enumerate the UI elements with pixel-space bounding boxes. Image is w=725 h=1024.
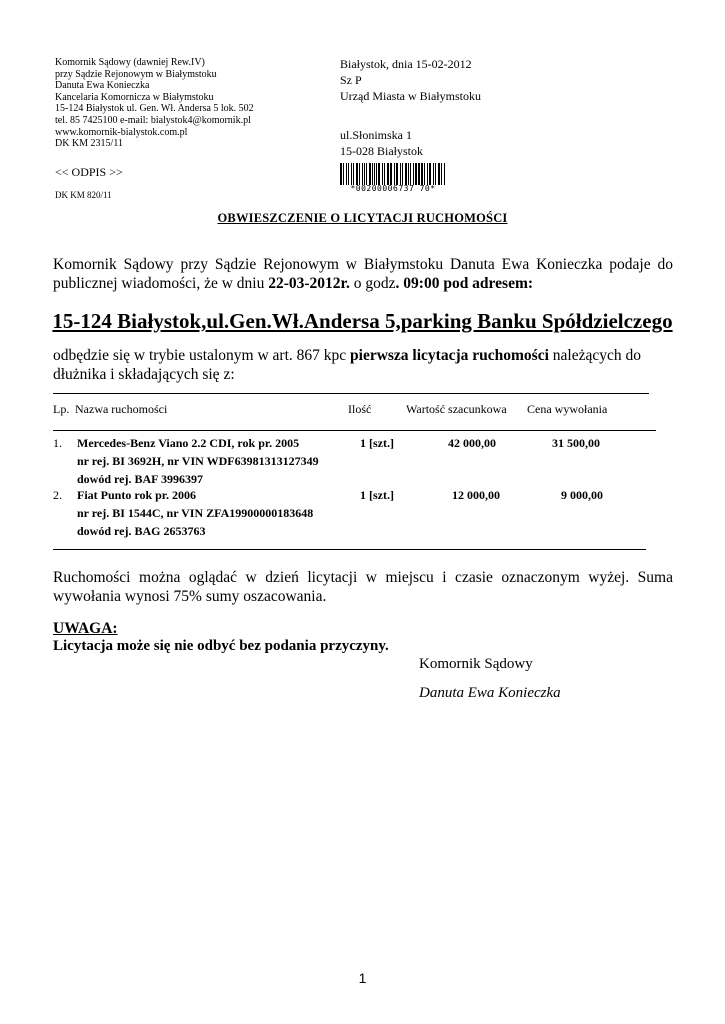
header-price: Cena wywołania: [527, 402, 608, 416]
reference-number: DK KM 820/11: [55, 190, 112, 200]
barcode-bar: [400, 163, 401, 185]
table-header: [0, 402, 725, 418]
auction-address: 15-124 Białystok,ul.Gen.Wł.Andersa 5,parking Banku Spółdzielczego: [52, 309, 673, 333]
barcode-bar: [408, 163, 409, 185]
intro-text-2: o godz: [349, 275, 396, 292]
recipient-block: [340, 56, 640, 104]
odpis-label: << ODPIS >>: [55, 165, 123, 179]
item-registration: nr rej. BI 3692H, nr VIN WDF63981313127349: [77, 454, 319, 468]
recipient-code: Sz P: [340, 73, 362, 87]
item-document: dowód rej. BAG 2653763: [77, 524, 206, 538]
barcode-bar: [374, 163, 375, 185]
barcode-bar: [366, 163, 367, 185]
barcode-bar: [346, 163, 347, 185]
barcode-bars: [339, 163, 447, 185]
barcode-bar: [390, 163, 392, 185]
recipient-name: Urząd Miasta w Białymstoku: [340, 89, 481, 103]
row-price: 31 500,00: [552, 436, 600, 450]
notice-text: Licytacja może się nie odbyć bez podania przyczyny.: [53, 638, 389, 654]
sender-line: przy Sądzie Rejonowym w Białymstoku: [55, 68, 217, 80]
recipient-address: [340, 127, 640, 159]
header-lp: Lp.: [53, 402, 70, 416]
barcode-bar: [359, 163, 360, 185]
table-header-rule: [53, 430, 656, 431]
barcode-bar: [394, 163, 395, 185]
intro-text: Komornik Sądowy przy Sądzie Rejonowym w Białymstoku Danuta Ewa Konieczka podaje do publicznej wiadomości, że w dniu: [53, 256, 673, 292]
barcode-bar: [402, 163, 403, 185]
header-name: Nazwa ruchomości: [75, 402, 168, 416]
barcode-bar: [340, 163, 342, 185]
barcode-bar: [348, 163, 349, 185]
row-description: [77, 486, 313, 540]
barcode-bar: [415, 163, 417, 185]
barcode-bar: [435, 163, 436, 185]
header-qty: Ilość: [348, 402, 372, 416]
auction-date: 22-03-2012r.: [268, 275, 350, 292]
barcode-bar: [364, 163, 365, 185]
barcode: [339, 163, 447, 193]
signature-name: Danuta Ewa Konieczka: [419, 685, 561, 701]
row-description: [77, 434, 319, 488]
auction-type: pierwsza licytacja ruchomości: [350, 347, 549, 364]
table-top-rule: [53, 393, 649, 394]
barcode-bar: [429, 163, 431, 185]
barcode-bar: [418, 163, 420, 185]
row-value: 42 000,00: [448, 436, 496, 450]
table-bottom-rule: [53, 549, 646, 550]
barcode-bar: [410, 163, 411, 185]
item-document: dowód rej. BAF 3996397: [77, 472, 203, 486]
barcode-bar: [376, 163, 377, 185]
barcode-bar: [378, 163, 380, 185]
item-registration: nr rej. BI 1544C, nr VIN ZFA19900000183648: [77, 506, 314, 520]
row-value: 12 000,00: [452, 488, 500, 502]
sender-line: tel. 85 7425100 e-mail: bialystok4@komornik.pl: [55, 114, 251, 126]
viewing-paragraph: Ruchomości można oglądać w dzień licytacji w miejscu i czasie oznaczonym wyżej. Suma wywołania wynosi 75% sumy oszacowania.: [53, 569, 673, 605]
barcode-bar: [382, 163, 383, 185]
sender-case-number: DK KM 2315/11: [55, 138, 123, 150]
barcode-bar: [372, 163, 373, 185]
header-value: Wartość szacunkowa: [406, 402, 507, 416]
barcode-bar: [356, 163, 358, 185]
mode-text: odbędzie się w trybie ustalonym w art. 867 kpc: [53, 347, 351, 364]
recipient-street: ul.Słonimska 1: [340, 128, 413, 142]
auction-time: . 09:00 pod adresem:: [395, 275, 534, 292]
item-name: Mercedes-Benz Viano 2.2 CDI, rok pr. 2005: [77, 436, 300, 450]
table-row: [0, 434, 725, 490]
row-price: 9 000,00: [561, 488, 603, 502]
barcode-bar: [421, 163, 423, 185]
barcode-bar: [438, 163, 440, 185]
barcode-bar: [384, 163, 385, 185]
sender-line: Komornik Sądowy (dawniej Rew.IV): [55, 57, 205, 68]
barcode-bar: [433, 163, 434, 185]
sender-line: www.komornik-bialystok.com.pl: [55, 126, 188, 138]
barcode-bar: [413, 163, 414, 185]
barcode-bar: [343, 163, 344, 185]
row-qty: 1 [szt.]: [360, 436, 394, 450]
row-lp: 2.: [53, 488, 62, 502]
recipient-city: 15-028 Białystok: [340, 144, 423, 158]
barcode-bar: [427, 163, 428, 185]
intro-paragraph: [53, 255, 673, 293]
date-line: Białystok, dnia 15-02-2012: [340, 57, 472, 71]
barcode-bar: [387, 163, 389, 185]
barcode-bar: [424, 163, 425, 185]
barcode-bar: [396, 163, 398, 185]
notice-heading: UWAGA:: [53, 620, 118, 637]
barcode-bar: [369, 163, 371, 185]
mode-paragraph: [53, 346, 673, 384]
sender-block: [55, 57, 315, 150]
row-qty: 1 [szt.]: [360, 488, 394, 502]
mode-text-2: należących do dłużnika i składających się z:: [53, 347, 641, 383]
document-title: OBWIESZCZENIE O LICYTACJI RUCHOMOŚCI: [217, 211, 508, 225]
row-lp: 1.: [53, 436, 62, 450]
table-row: [0, 486, 725, 542]
barcode-bar: [351, 163, 352, 185]
page-number: 1: [358, 970, 367, 986]
barcode-bar: [405, 163, 407, 185]
signature-role: Komornik Sądowy: [419, 656, 533, 672]
item-name: Fiat Punto rok pr. 2006: [77, 488, 197, 502]
barcode-text: *00200006737 70*: [350, 184, 436, 193]
sender-line: Danuta Ewa Konieczka: [55, 80, 150, 92]
sender-line: 15-124 Białystok ul. Gen. Wł. Andersa 5 lok. 502: [55, 103, 254, 115]
barcode-bar: [353, 163, 354, 185]
barcode-bar: [444, 163, 445, 185]
sender-line: Kancelaria Komornicza w Białymstoku: [55, 91, 214, 103]
barcode-bar: [441, 163, 442, 185]
barcode-bar: [362, 163, 363, 185]
